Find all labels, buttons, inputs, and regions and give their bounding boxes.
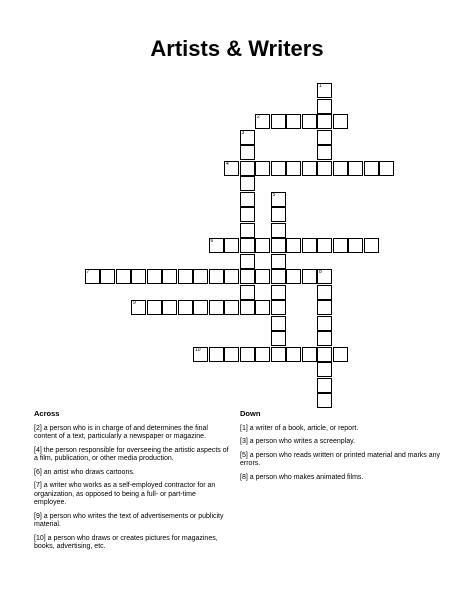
grid-cell[interactable] (302, 269, 317, 284)
grid-cell[interactable] (286, 269, 301, 284)
grid-cell[interactable] (240, 130, 255, 145)
grid-cell[interactable] (85, 269, 100, 284)
grid-cell[interactable] (317, 269, 332, 284)
clue-across-7: [7] a writer who works as a self-employed contractor for an organization, as opposed to being a full- or part-time employee. (34, 482, 216, 506)
grid-cell[interactable] (271, 207, 286, 222)
grid-cell[interactable] (317, 300, 332, 315)
grid-cell[interactable] (193, 300, 208, 315)
grid-cell[interactable] (302, 161, 317, 176)
grid-cell[interactable] (271, 316, 286, 331)
grid-cell[interactable] (271, 347, 286, 362)
clue-across-10: [10] a person who draws or creates pictures for magazines, books, advertising, etc. (34, 534, 218, 550)
clue-down-1: [1] a writer of a book, article, or report. (240, 424, 359, 432)
grid-cell[interactable] (317, 145, 332, 160)
grid-cell[interactable] (302, 114, 317, 129)
grid-cell[interactable] (100, 269, 115, 284)
grid-cell[interactable] (178, 300, 193, 315)
grid-cell[interactable] (147, 269, 162, 284)
grid-cell[interactable] (302, 238, 317, 253)
grid-cell[interactable] (255, 300, 270, 315)
grid-cell[interactable] (317, 161, 332, 176)
clue-number: 9 (133, 300, 136, 306)
grid-cell[interactable] (224, 269, 239, 284)
clue-across-6: [6] an artist who draws cartoons. (34, 468, 135, 476)
clue-number: 6 (210, 238, 214, 244)
grid-cell[interactable] (379, 161, 394, 176)
grid-cell[interactable] (193, 269, 208, 284)
grid-cell[interactable] (209, 269, 224, 284)
grid-cell[interactable] (240, 176, 255, 191)
puzzle-title: Artists & Writers (150, 36, 324, 61)
grid-cell[interactable] (240, 145, 255, 160)
grid-cell[interactable] (317, 238, 332, 253)
grid-cell[interactable] (240, 347, 255, 362)
grid-cell[interactable] (364, 238, 379, 253)
grid-cell[interactable] (162, 269, 177, 284)
grid-cell[interactable] (240, 207, 255, 222)
grid-cell[interactable] (271, 269, 286, 284)
grid-cell[interactable] (271, 331, 286, 346)
clue-number: 4 (226, 160, 229, 167)
grid-cell[interactable] (255, 114, 270, 129)
grid-cell[interactable] (333, 114, 348, 129)
clue-number: 2 (257, 114, 260, 120)
grid-cell[interactable] (255, 161, 270, 176)
grid-cell[interactable] (240, 285, 255, 300)
clue-down-3: [3] a person who writes a screenplay. (240, 438, 356, 445)
clue-down-8: [8] a person who makes animated films. (240, 473, 364, 481)
clue-number: 7 (86, 269, 90, 275)
grid-cell[interactable] (271, 285, 286, 300)
grid-cell[interactable] (286, 114, 301, 129)
grid-cell[interactable] (317, 316, 332, 331)
grid-cell[interactable] (193, 347, 208, 362)
grid-cell[interactable] (271, 223, 286, 238)
grid-cell[interactable] (240, 254, 255, 269)
grid-cell[interactable] (317, 99, 332, 114)
grid-cell[interactable] (178, 269, 193, 284)
grid-cell[interactable] (224, 161, 239, 176)
grid-cell[interactable] (224, 238, 239, 253)
clue-number: 10 (195, 346, 201, 353)
grid-cell[interactable] (255, 347, 270, 362)
grid-cell[interactable] (224, 347, 239, 362)
grid-cell[interactable] (286, 161, 301, 176)
grid-cell[interactable] (131, 300, 146, 315)
grid-cell[interactable] (333, 347, 348, 362)
grid-cell[interactable] (147, 300, 162, 315)
grid-cell[interactable] (286, 238, 301, 253)
clue-across-2: [2] a person who is in charge of and determines the final content of a text, particularly a newspaper or magazine. (34, 424, 208, 440)
grid-cell[interactable] (317, 130, 332, 145)
grid-cell[interactable] (271, 192, 286, 207)
clue-number: 3 (241, 129, 245, 136)
grid-cell[interactable] (317, 378, 332, 393)
clue-number: 8 (319, 269, 322, 275)
clue-number: 1 (319, 83, 322, 89)
grid-cell[interactable] (333, 238, 348, 253)
grid-cell[interactable] (302, 347, 317, 362)
grid-cell[interactable] (224, 300, 239, 315)
across-heading: Across (34, 409, 60, 418)
clue-number: 5 (272, 191, 276, 198)
grid-cell[interactable] (271, 254, 286, 269)
grid-cell[interactable] (317, 393, 332, 408)
clue-down-5: [5] a person who reads written or printed material and marks any errors. (240, 451, 441, 467)
clue-across-9: [9] a person who writes the text of advertisements or publicity material. (34, 512, 224, 528)
grid-cell[interactable] (317, 331, 332, 346)
grid-cell[interactable] (364, 161, 379, 176)
grid-cell[interactable] (255, 238, 270, 253)
grid-cell[interactable] (317, 347, 332, 362)
grid-cell[interactable] (116, 269, 131, 284)
grid-cell[interactable] (209, 300, 224, 315)
down-clues (240, 410, 440, 487)
grid-cell[interactable] (317, 83, 332, 98)
grid-cell[interactable] (317, 114, 332, 129)
grid-cell[interactable] (240, 300, 255, 315)
grid-cell[interactable] (209, 347, 224, 362)
grid-cell[interactable] (333, 161, 348, 176)
clue-across-4: [4] the person responsible for overseeing the artistic aspects of a film, publication, or other media production. (34, 446, 229, 462)
grid-cell[interactable] (271, 238, 286, 253)
grid-cell[interactable] (271, 114, 286, 129)
grid-cell[interactable] (317, 285, 332, 300)
down-heading: Down (240, 409, 261, 418)
grid-cell[interactable] (348, 238, 363, 253)
across-clues (34, 410, 229, 557)
grid-cell[interactable] (317, 362, 332, 377)
grid-cell[interactable] (240, 269, 255, 284)
grid-cell[interactable] (240, 223, 255, 238)
grid-cell[interactable] (131, 269, 146, 284)
grid-cell[interactable] (286, 347, 301, 362)
grid-cell[interactable] (271, 300, 286, 315)
grid-cell[interactable] (348, 161, 363, 176)
grid-cell[interactable] (271, 161, 286, 176)
grid-cell[interactable] (162, 300, 177, 315)
grid-cell[interactable] (209, 238, 224, 253)
grid-cell[interactable] (255, 269, 270, 284)
grid-cell[interactable] (240, 161, 255, 176)
grid-cell[interactable] (240, 192, 255, 207)
grid-cell[interactable] (240, 238, 255, 253)
